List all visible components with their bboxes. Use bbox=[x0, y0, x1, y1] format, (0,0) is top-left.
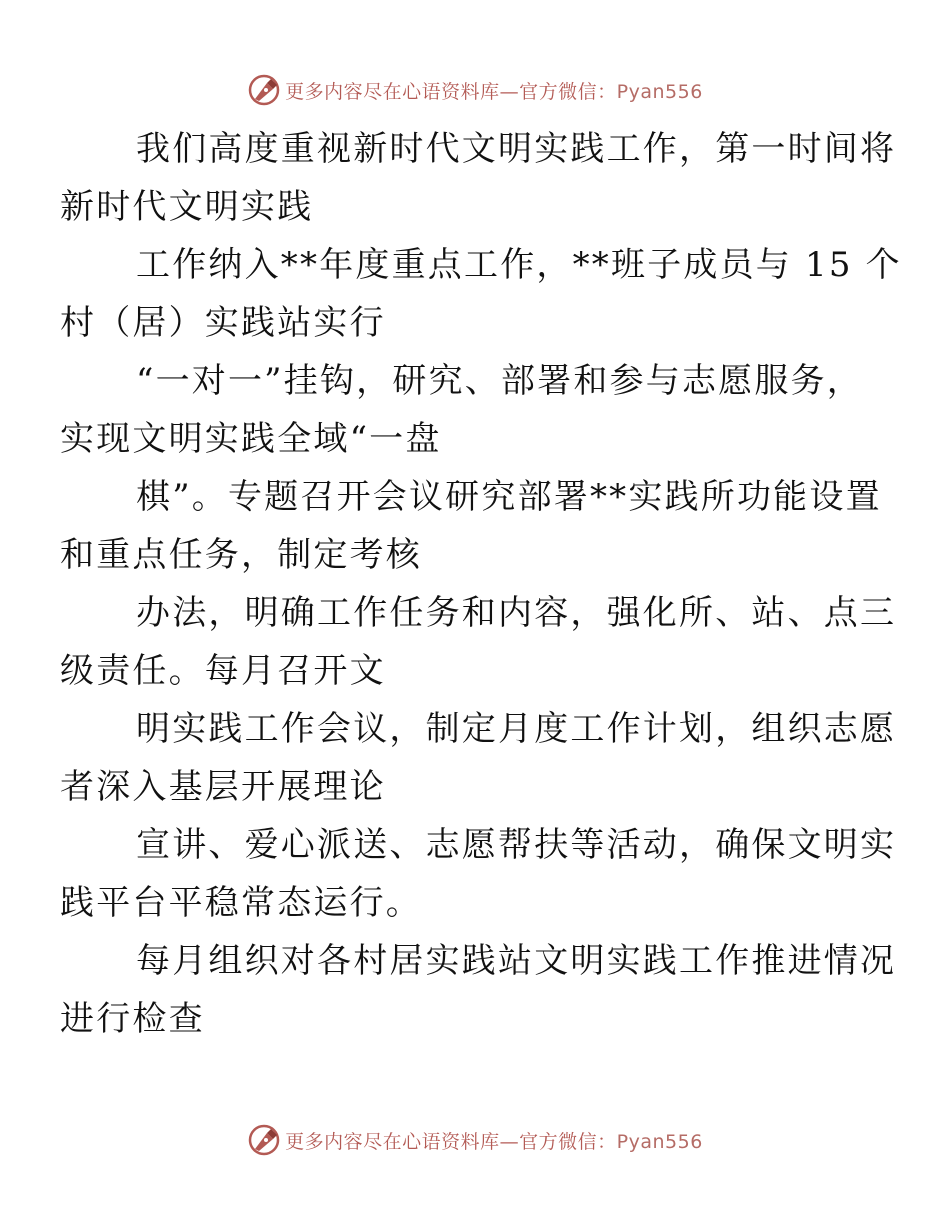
header-watermark bbox=[0, 70, 950, 110]
paragraph: “一对一”挂钩，研究、部署和参与志愿服务， 实现文明实践全域“一盘 bbox=[60, 361, 863, 459]
paragraph: 宣讲、爱心派送、志愿帮扶等活动，确保文明实 践平台平稳常态运行。 bbox=[60, 825, 897, 923]
paragraph: 明实践工作会议，制定月度工作计划，组织志愿 者深入基层开展理论 bbox=[60, 709, 897, 807]
watermark-text: 更多内容尽在心语资料库—官方微信：Pyan556 bbox=[285, 1130, 703, 1153]
paragraph: 工作纳入**年度重点工作，**班子成员与 15 个 村（居）实践站实行 bbox=[60, 245, 902, 343]
paragraph: 每月组织对各村居实践站文明实践工作推进情况 进行检查 bbox=[60, 941, 897, 1039]
paragraph: 办法，明确工作任务和内容，强化所、站、点三 级责任。每月召开文 bbox=[60, 593, 897, 691]
document-body bbox=[60, 120, 902, 1048]
pen-nib-logo-icon bbox=[247, 1123, 281, 1157]
paragraph: 棋”。专题召开会议研究部署**实践所功能设置 和重点任务，制定考核 bbox=[60, 477, 882, 575]
pen-nib-logo-icon bbox=[247, 73, 281, 107]
footer-watermark bbox=[0, 1120, 950, 1160]
paragraph: 我们高度重视新时代文明实践工作，第一时间将 新时代文明实践 bbox=[60, 129, 897, 227]
watermark-text: 更多内容尽在心语资料库—官方微信：Pyan556 bbox=[285, 80, 703, 103]
